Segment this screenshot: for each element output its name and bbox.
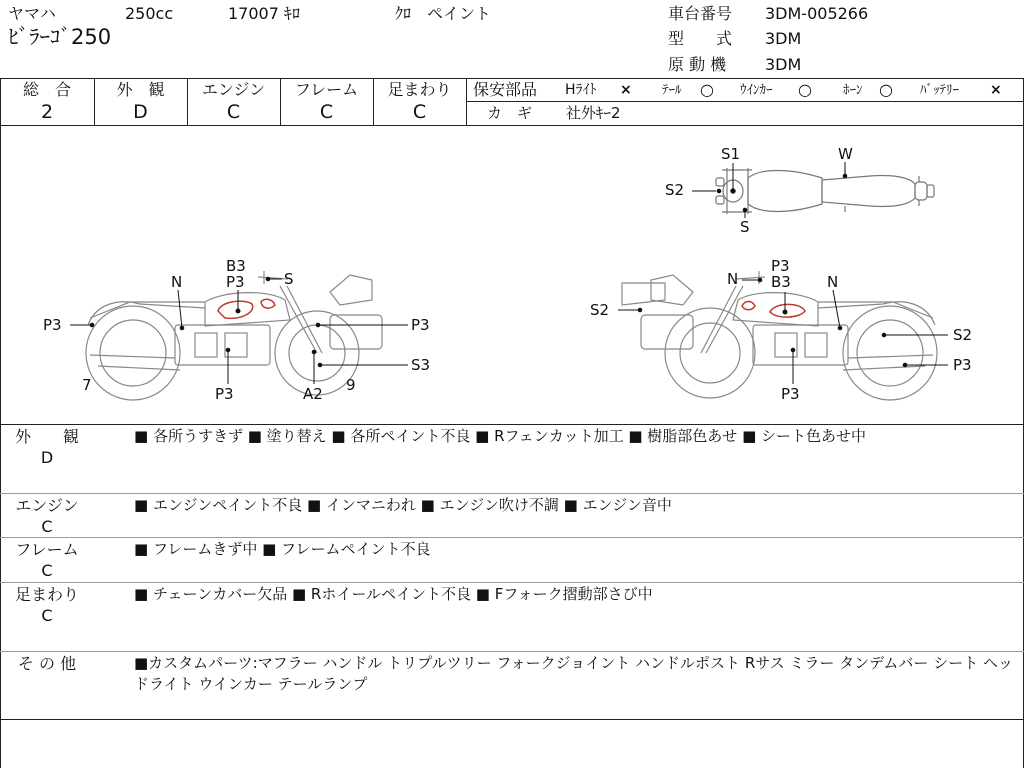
score-frame-value: C bbox=[319, 101, 334, 123]
top-view-bike bbox=[716, 168, 934, 214]
score-suspension-label: 足まわり bbox=[387, 80, 452, 99]
engine-type-value: 3DM bbox=[765, 55, 802, 74]
report-suspension-text: ■ チェーンカバー欠品 ■ Rホイールペイント不良 ■ Fフォーク摺動部さび中 bbox=[134, 585, 653, 603]
key-label: カ ギ bbox=[487, 104, 533, 122]
right-view-label-p3-top: P3 bbox=[771, 257, 790, 275]
report-engine-text: ■ エンジンペイント不良 ■ インマニわれ ■ エンジン吹け不調 ■ エンジン音中 bbox=[134, 496, 672, 514]
report-frame-label: フレーム bbox=[15, 540, 79, 559]
safety-item-battery: ﾊﾞｯﾃﾘｰ bbox=[920, 83, 959, 98]
right-view-label-n-top: N bbox=[727, 270, 739, 288]
score-engine-value: C bbox=[226, 101, 241, 123]
left-view-label-n: N bbox=[171, 273, 183, 291]
safety-item-headlight-mark: × bbox=[620, 82, 632, 98]
safety-item-horn-mark: ○ bbox=[879, 80, 893, 99]
type-value: 3DM bbox=[765, 29, 802, 48]
left-view-label-p3-right: P3 bbox=[411, 316, 430, 334]
right-view-damage-marks bbox=[742, 302, 805, 318]
type-label: 型 式 bbox=[668, 29, 733, 48]
score-engine-label: エンジン bbox=[201, 80, 266, 99]
report-frame-grade: C bbox=[41, 561, 53, 580]
left-view-label-9: 9 bbox=[346, 376, 356, 394]
report-exterior-label: 外 観 bbox=[14, 427, 79, 446]
left-view-label-s3: S3 bbox=[411, 356, 431, 374]
frame-number: 3DM-005266 bbox=[765, 4, 869, 23]
top-view-label-s1: S1 bbox=[721, 145, 741, 163]
right-view-label-p3-bottom: P3 bbox=[781, 385, 800, 403]
left-view-label-a2: A2 bbox=[303, 385, 323, 403]
left-view-label-7: 7 bbox=[82, 376, 92, 394]
report-frame-text: ■ フレームきず中 ■ フレームペイント不良 bbox=[134, 540, 431, 558]
top-view-label-w: W bbox=[838, 145, 853, 163]
report-engine-grade: C bbox=[41, 517, 53, 536]
report-exterior-text: ■ 各所うすきず ■ 塗り替え ■ 各所ペイント不良 ■ Rフェンカット加工 ■ 樹脂部色あせ ■ シート色あせ中 bbox=[134, 427, 867, 445]
report-exterior-grade: D bbox=[40, 448, 54, 467]
left-view-label-p3-tank: P3 bbox=[226, 273, 245, 291]
report-suspension-grade: C bbox=[41, 606, 53, 625]
safety-item-headlight: Hﾗｲﾄ bbox=[565, 82, 597, 98]
top-view-label-s: S bbox=[740, 218, 750, 236]
report-suspension-label: 足まわり bbox=[14, 585, 79, 604]
score-frame-label: フレーム bbox=[294, 80, 359, 99]
right-view-label-n: N bbox=[827, 273, 839, 291]
safety-item-horn: ﾎｰﾝ bbox=[843, 83, 863, 98]
score-overall-value: 2 bbox=[40, 101, 54, 123]
report-engine-label: エンジン bbox=[15, 496, 79, 515]
safety-item-winker-mark: ○ bbox=[798, 80, 812, 99]
score-exterior-value: D bbox=[133, 101, 148, 123]
maker: ヤマハ bbox=[8, 4, 56, 23]
score-exterior-label: 外 観 bbox=[116, 80, 165, 99]
model-name: ﾋﾞﾗｰｺﾞ250 bbox=[8, 25, 112, 49]
safety-item-tail-mark: ○ bbox=[700, 80, 714, 99]
key-value: 社外ｷｰ2 bbox=[566, 104, 621, 122]
safety-item-battery-mark: × bbox=[990, 82, 1002, 98]
right-view-label-s2-right: S2 bbox=[953, 326, 973, 344]
report-other-text: ■カスタムパーツ:マフラー ハンドル トリプルツリー フォークジョイント ハンドルポスト Rサス ミラー タンデムバー シート ヘッドライト ウインカー テールランプ bbox=[134, 654, 1013, 693]
mileage: 17007 ｷﾛ bbox=[228, 4, 300, 23]
top-view-label-s2: S2 bbox=[665, 181, 685, 199]
safety-item-winker: ｳｲﾝｶｰ bbox=[740, 83, 773, 98]
report-other-label: そ の 他 bbox=[17, 654, 77, 673]
left-view-label-s: S bbox=[284, 270, 294, 288]
left-view-label-p3-rear: P3 bbox=[43, 316, 62, 334]
safety-parts-label: 保安部品 bbox=[473, 80, 538, 99]
engine-type-label: 原 動 機 bbox=[668, 55, 727, 74]
frame-number-label: 車台番号 bbox=[668, 4, 733, 23]
right-view-label-b3: B3 bbox=[771, 273, 791, 291]
left-view-label-b3: B3 bbox=[226, 257, 246, 275]
safety-item-tail: ﾃｰﾙ bbox=[662, 83, 682, 98]
engine-displacement: 250cc bbox=[125, 4, 174, 23]
score-overall-label: 総 合 bbox=[22, 80, 71, 99]
left-view-damage-marks bbox=[218, 299, 275, 318]
score-suspension-value: C bbox=[412, 101, 427, 123]
color: ｸﾛ ペイント bbox=[395, 4, 492, 23]
right-view-label-s2-left: S2 bbox=[590, 301, 610, 319]
left-view-label-p3-engine: P3 bbox=[215, 385, 234, 403]
right-view-label-p3-right: P3 bbox=[953, 356, 972, 374]
